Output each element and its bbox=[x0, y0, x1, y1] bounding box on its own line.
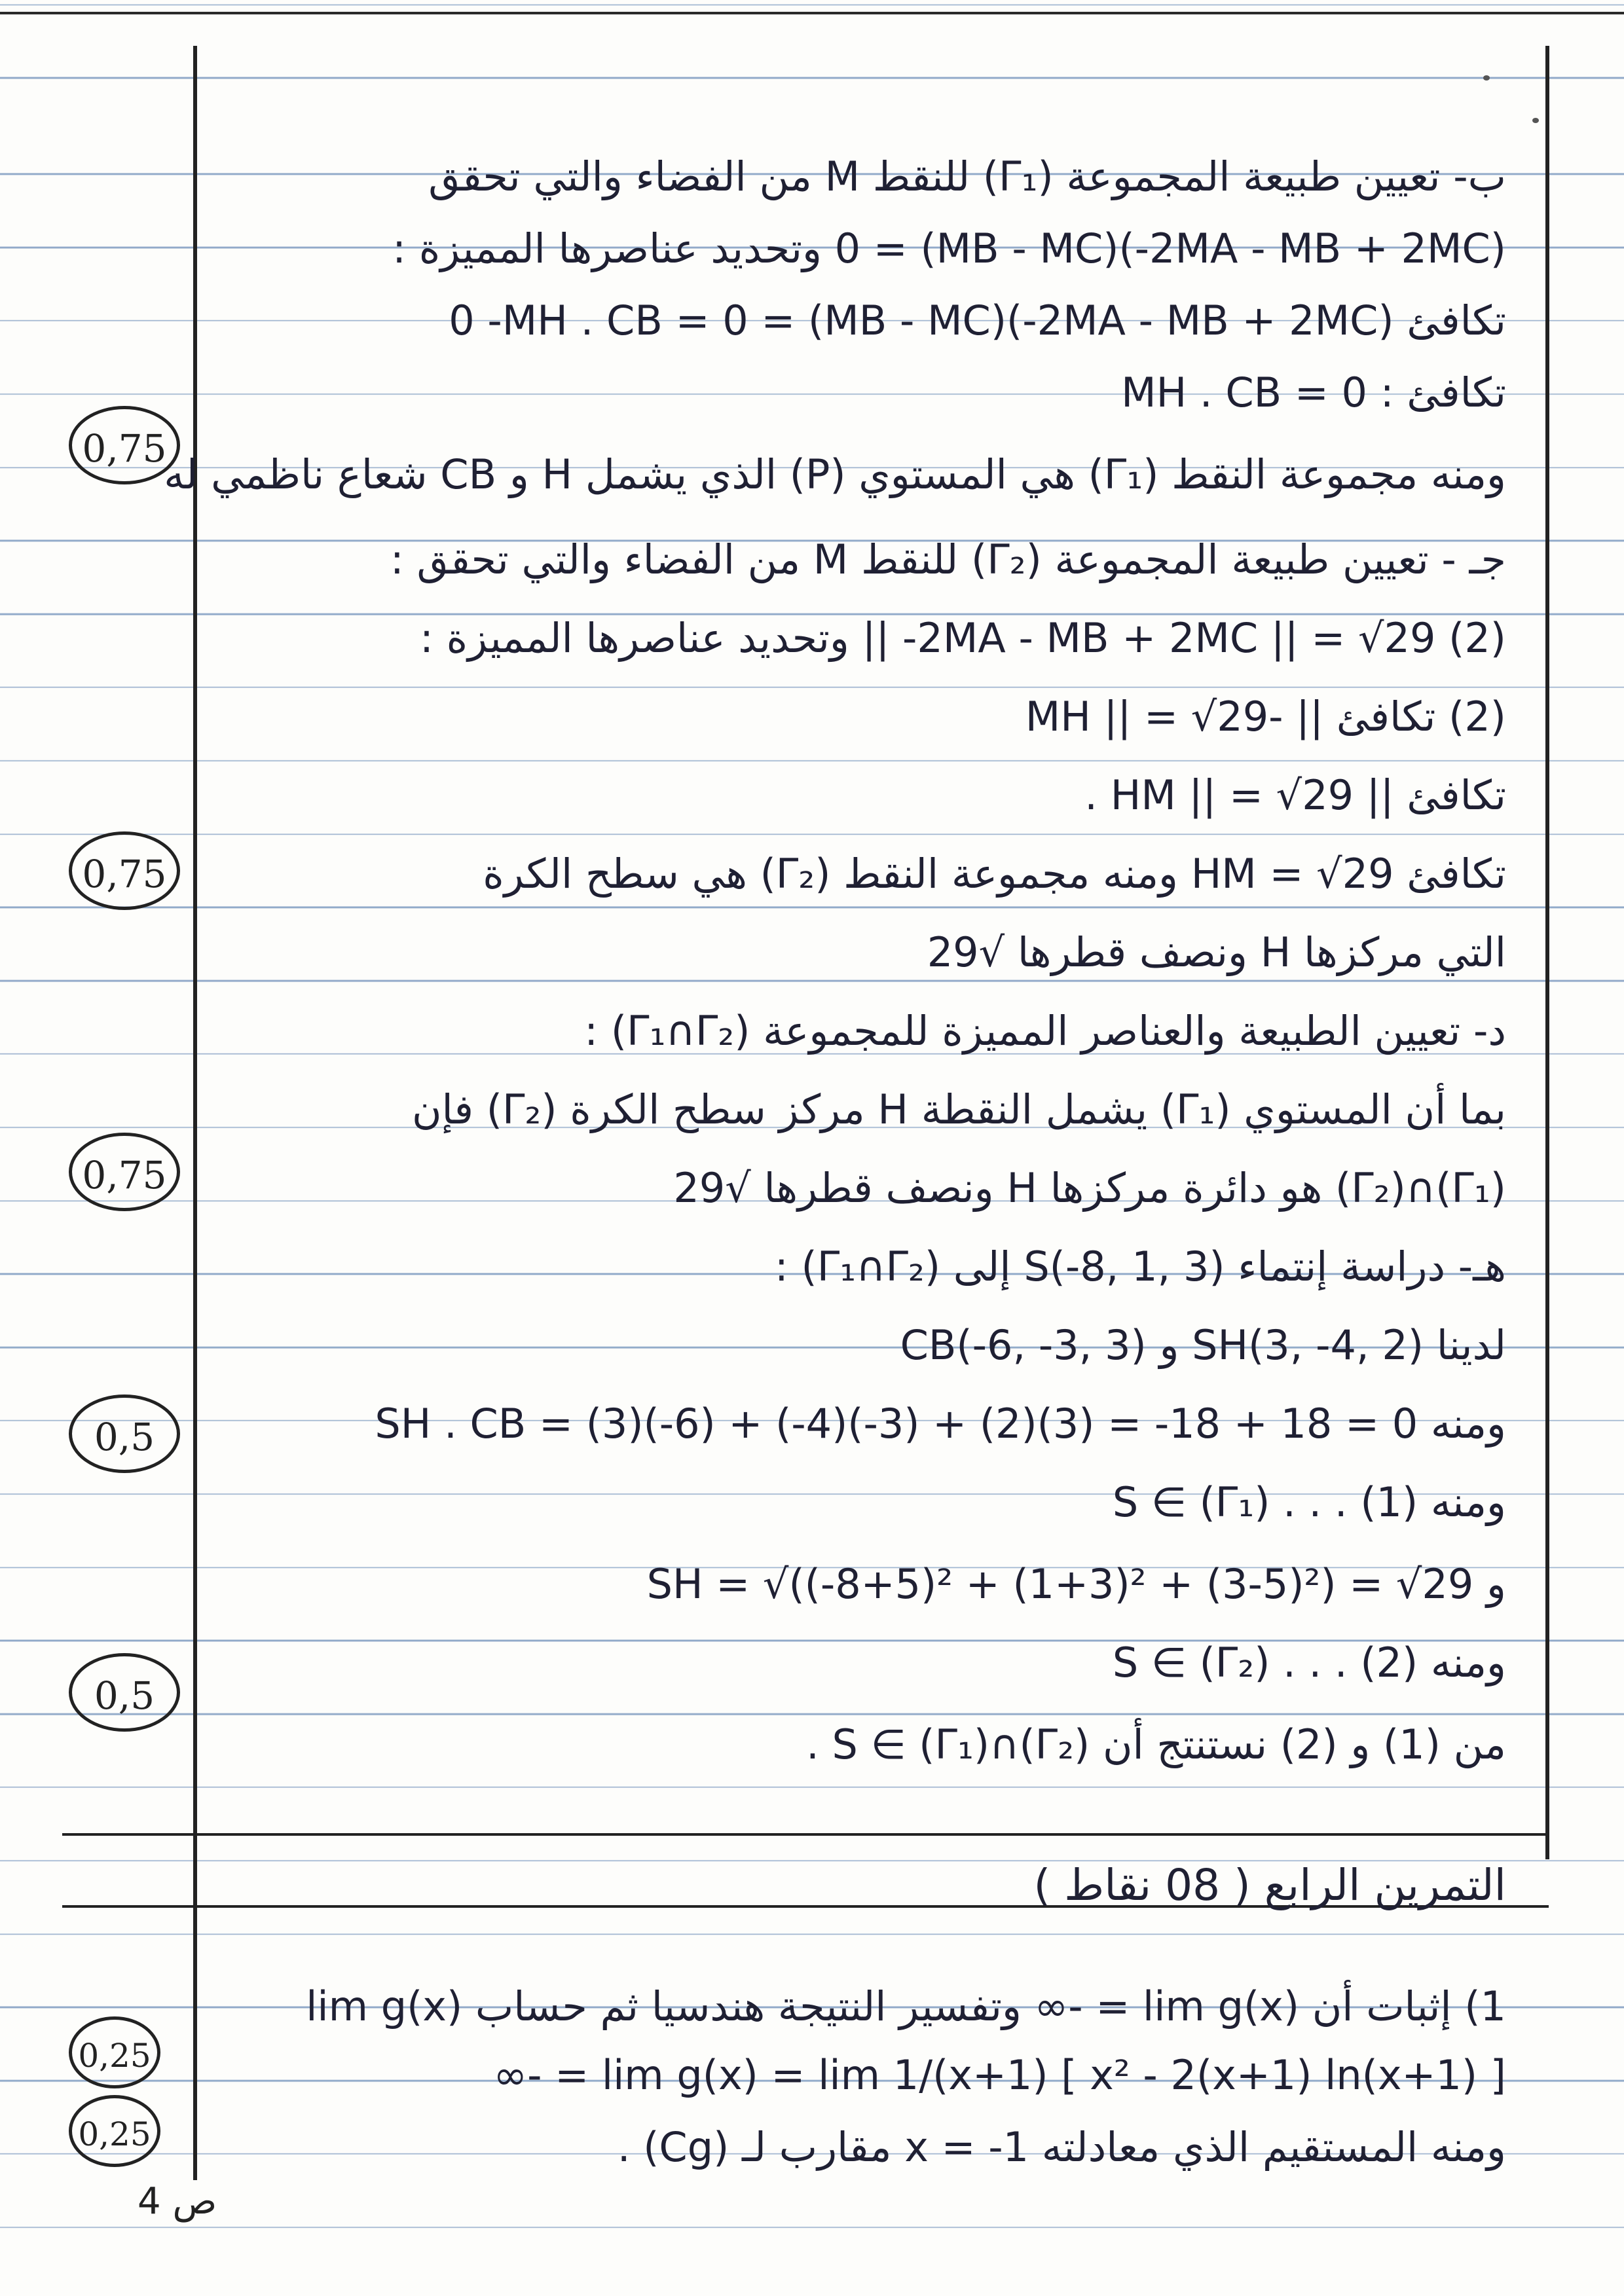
page-number: ص 4 bbox=[138, 2180, 217, 2223]
answer-line: لدينا SH(3, -4, 2) و CB(-6, -3, 3) bbox=[900, 1321, 1506, 1369]
answer-line: (Γ₁)∩(Γ₂) هو دائرة مركزها H ونصف قطرها √29 bbox=[673, 1164, 1506, 1212]
grade-circle: 0,75 bbox=[69, 1133, 180, 1211]
grade-circle: 0,75 bbox=[69, 831, 180, 910]
answer-line: lim g(x) = lim 1/(x+1) [ x² - 2(x+1) ln(x+1) ] = -∞ bbox=[493, 2051, 1506, 2099]
answer-line: ومنه SH . CB = (3)(-6) + (-4)(-3) + (2)(3) = -18 + 18 = 0 bbox=[375, 1400, 1506, 1448]
right-margin-line bbox=[1545, 46, 1549, 1859]
section-title: التمرين الرابع ( 08 نقاط ) bbox=[1033, 1860, 1506, 1910]
answer-line: ومنه S ∈ (Γ₁) . . . (1) bbox=[1112, 1478, 1506, 1526]
answer-line: بما أن المستوي (Γ₁) يشمل النقطة H مركز سطح الكرة (Γ₂) فإن bbox=[411, 1085, 1506, 1133]
top-border bbox=[0, 12, 1624, 14]
answer-line: ومنه S ∈ (Γ₂) . . . (2) bbox=[1112, 1639, 1506, 1686]
section-divider-top bbox=[62, 1833, 1549, 1836]
answer-line: هـ- دراسة إنتماء S(-8, 1, 3) إلى (Γ₁∩Γ₂) : bbox=[774, 1243, 1506, 1290]
grade-circle: 0,25 bbox=[69, 2016, 160, 2088]
answer-line: ومنه المستقيم الذي معادلته x = -1 مقارب لـ (Cg) . bbox=[617, 2123, 1506, 2171]
answer-line: (‎-2MA - MB + 2MC)(MB - MC) = 0 وتحديد عناصرها المميزة : bbox=[392, 225, 1506, 272]
ink-speck bbox=[1483, 75, 1490, 81]
answer-line: تكافئ || HM || = √29 . bbox=[1084, 771, 1506, 819]
answer-line: د- تعيين الطبيعة والعناصر المميزة للمجموعة (Γ₁∩Γ₂) : bbox=[584, 1007, 1506, 1055]
answer-line: جـ - تعيين طبيعة المجموعة (Γ₂) للنقط M من الفضاء والتي تحقق : bbox=[390, 536, 1506, 583]
answer-line: (2) تكافئ || -MH || = √29 bbox=[1025, 693, 1506, 740]
answer-line: تكافئ (‎-2MA - MB + 2MC)(MB - MC) = 0 ‎-MH . CB = 0 bbox=[449, 297, 1506, 344]
answer-line: من (1) و (2) نستنتج أن S ∈ (Γ₁)∩(Γ₂) . bbox=[806, 1721, 1506, 1768]
answer-line: تكافئ HM = √29 ومنه مجموعة النقط (Γ₂) هي سطح الكرة bbox=[483, 850, 1506, 898]
answer-line: (2) ‎|| -2MA - MB + 2MC || = √29 وتحديد عناصرها المميزة : bbox=[420, 614, 1506, 662]
grade-circle: 0,5 bbox=[69, 1653, 180, 1732]
answer-line: تكافئ : MH . CB = 0 bbox=[1121, 369, 1506, 416]
answer-line: و SH = √((-8+5)² + (1+3)² + (3-5)²) = √29 bbox=[646, 1560, 1506, 1608]
grade-circle: 0,75 bbox=[69, 406, 180, 484]
answer-line: ب- تعيين طبيعة المجموعة (Γ₁) للنقط M من الفضاء والتي تحقق bbox=[428, 153, 1506, 200]
grade-circle: 0,25 bbox=[69, 2095, 160, 2167]
ink-speck bbox=[1532, 118, 1539, 123]
answer-line: 1) إثبات أن lim g(x) = -∞ وتفسير النتيجة هندسيا ثم حساب lim g(x) bbox=[306, 1982, 1506, 2030]
answer-line: التي مركزها H ونصف قطرها √29 bbox=[927, 928, 1506, 976]
left-margin-line bbox=[193, 46, 197, 2180]
answer-line: ومنه مجموعة النقط (Γ₁) هي المستوي (P) الذي يشمل H و CB شعاع ناظمي له bbox=[164, 450, 1506, 498]
grade-circle: 0,5 bbox=[69, 1394, 180, 1473]
